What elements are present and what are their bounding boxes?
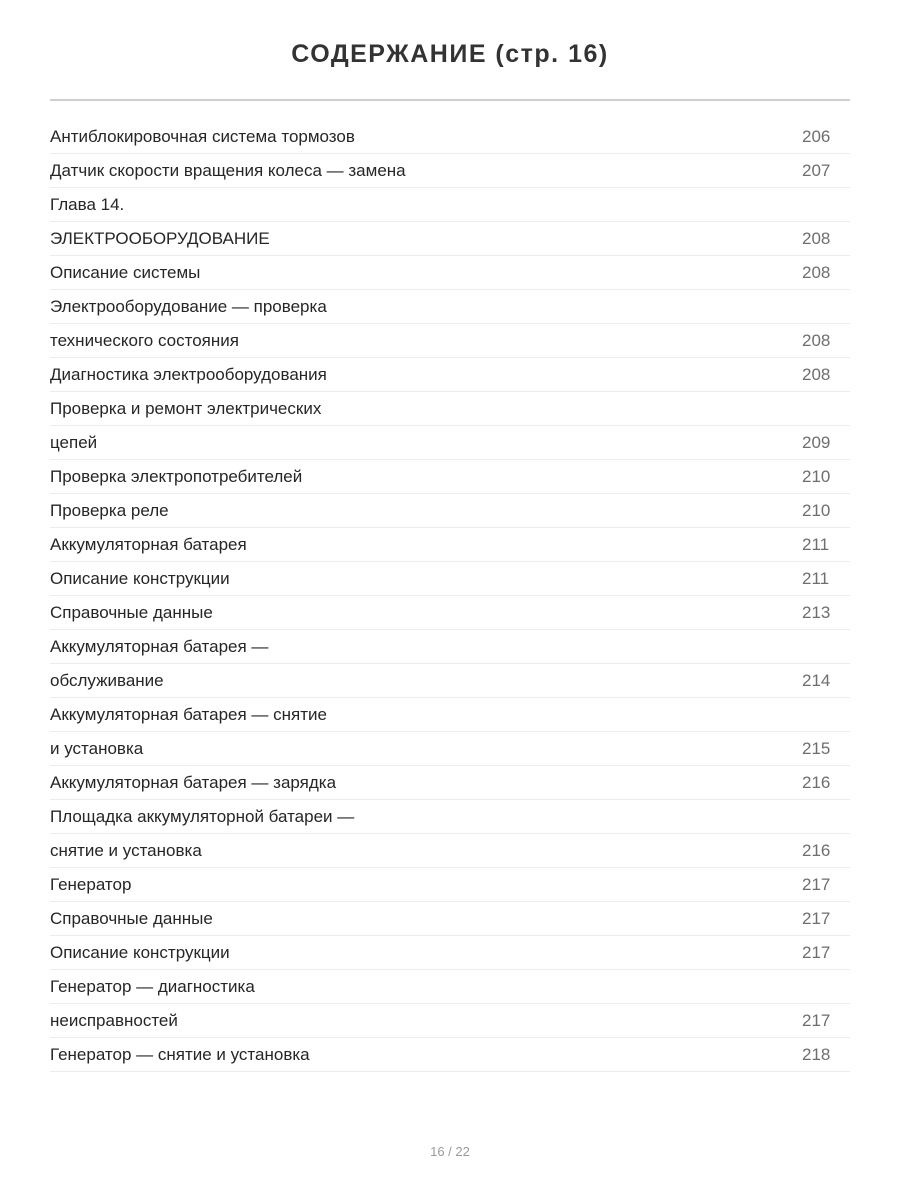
page-pagination: 16 / 22 bbox=[430, 1144, 470, 1159]
toc-entry bbox=[50, 630, 850, 664]
toc-entry-title: Аккумуляторная батарея — снятие bbox=[50, 704, 327, 724]
toc-entry-title: Аккумуляторная батарея — зарядка bbox=[50, 772, 337, 792]
toc-entry bbox=[50, 732, 850, 766]
toc-entry-page-number: 208 bbox=[802, 228, 831, 248]
page-title: СОДЕРЖАНИЕ (стр. 16) bbox=[291, 40, 609, 68]
toc-entry bbox=[50, 494, 850, 528]
toc-entry-page-number: 210 bbox=[802, 500, 831, 520]
toc-entry-page-number: 210 bbox=[802, 466, 831, 486]
toc-entry-title: Справочные данные bbox=[50, 908, 213, 928]
toc-entry-title: Антиблокировочная система тормозов bbox=[50, 126, 355, 146]
toc-entry-title: Аккумуляторная батарея bbox=[50, 534, 247, 554]
toc-entry-page-number: 213 bbox=[802, 602, 831, 622]
toc-entry bbox=[50, 324, 850, 358]
title-divider bbox=[50, 99, 850, 101]
toc-entry-page-number: 215 bbox=[802, 738, 831, 758]
toc-entry bbox=[50, 1038, 850, 1072]
toc-entry-page-number: 216 bbox=[802, 840, 831, 860]
toc-entry bbox=[50, 596, 850, 630]
toc-entry-title: неисправностей bbox=[50, 1010, 178, 1030]
toc-entry-title: Генератор bbox=[50, 874, 132, 894]
toc-entry bbox=[50, 358, 850, 392]
toc-entry-page-number: 217 bbox=[802, 1010, 831, 1030]
toc-entry-page-number: 216 bbox=[802, 772, 831, 792]
toc-entry-page-number: 217 bbox=[802, 874, 831, 894]
toc-entry-page-number: 218 bbox=[802, 1044, 831, 1064]
toc-entry bbox=[50, 222, 850, 256]
toc-entry bbox=[50, 290, 850, 324]
toc-entry bbox=[50, 120, 850, 154]
toc-entry-page-number: 217 bbox=[802, 942, 831, 962]
toc-entry bbox=[50, 868, 850, 902]
toc-entry-title: цепей bbox=[50, 432, 98, 452]
toc-entry bbox=[50, 902, 850, 936]
toc-entry-page-number: 208 bbox=[802, 262, 831, 282]
toc-entry bbox=[50, 426, 850, 460]
toc-entry bbox=[50, 256, 850, 290]
toc-entry-title: обслуживание bbox=[50, 670, 164, 690]
toc-entry-title: Описание конструкции bbox=[50, 942, 230, 962]
toc-entry-title: Генератор — диагностика bbox=[50, 976, 255, 996]
toc-entry-title: Описание системы bbox=[50, 262, 201, 282]
toc-entry bbox=[50, 392, 850, 426]
toc-entry-title: и установка bbox=[50, 738, 144, 758]
toc-entry-title: Генератор — снятие и установка bbox=[50, 1044, 310, 1064]
toc-entry-title: Глава 14. bbox=[50, 194, 125, 214]
toc-entry-title: Площадка аккумуляторной батареи — bbox=[50, 806, 355, 826]
toc-entry bbox=[50, 188, 850, 222]
toc-entry-title: ЭЛЕКТРООБОРУДОВАНИЕ bbox=[50, 228, 270, 248]
toc-entry bbox=[50, 800, 850, 834]
toc-entry-title: Датчик скорости вращения колеса — замена bbox=[50, 160, 406, 180]
toc-entry-page-number: 211 bbox=[802, 568, 830, 588]
toc-entry-title: Описание конструкции bbox=[50, 568, 230, 588]
toc-entry bbox=[50, 834, 850, 868]
toc-entry-title: Проверка и ремонт электрических bbox=[50, 398, 322, 418]
table-of-contents bbox=[50, 120, 850, 1072]
toc-entry-page-number: 208 bbox=[802, 364, 831, 384]
toc-entry bbox=[50, 562, 850, 596]
toc-entry bbox=[50, 698, 850, 732]
toc-entry bbox=[50, 460, 850, 494]
toc-entry-title: Справочные данные bbox=[50, 602, 213, 622]
toc-entry-title: Проверка электропотребителей bbox=[50, 466, 303, 486]
toc-entry-page-number: 208 bbox=[802, 330, 831, 350]
toc-entry-title: снятие и установка bbox=[50, 840, 202, 860]
toc-entry-page-number: 214 bbox=[802, 670, 831, 690]
toc-entry-page-number: 207 bbox=[802, 160, 831, 180]
toc-entry bbox=[50, 154, 850, 188]
toc-entry bbox=[50, 970, 850, 1004]
toc-entry-title: Аккумуляторная батарея — bbox=[50, 636, 269, 656]
toc-entry bbox=[50, 664, 850, 698]
toc-entry bbox=[50, 766, 850, 800]
toc-entry-title: технического состояния bbox=[50, 330, 239, 350]
toc-entry-title: Проверка реле bbox=[50, 500, 169, 520]
toc-entry-page-number: 209 bbox=[802, 432, 831, 452]
toc-entry bbox=[50, 1004, 850, 1038]
toc-entry-title: Диагностика электрооборудования bbox=[50, 364, 327, 384]
toc-entry-title: Электрооборудование — проверка bbox=[50, 296, 327, 316]
toc-entry-page-number: 217 bbox=[802, 908, 831, 928]
toc-entry-page-number: 211 bbox=[802, 534, 830, 554]
toc-entry bbox=[50, 936, 850, 970]
toc-entry-page-number: 206 bbox=[802, 126, 831, 146]
toc-entry bbox=[50, 528, 850, 562]
